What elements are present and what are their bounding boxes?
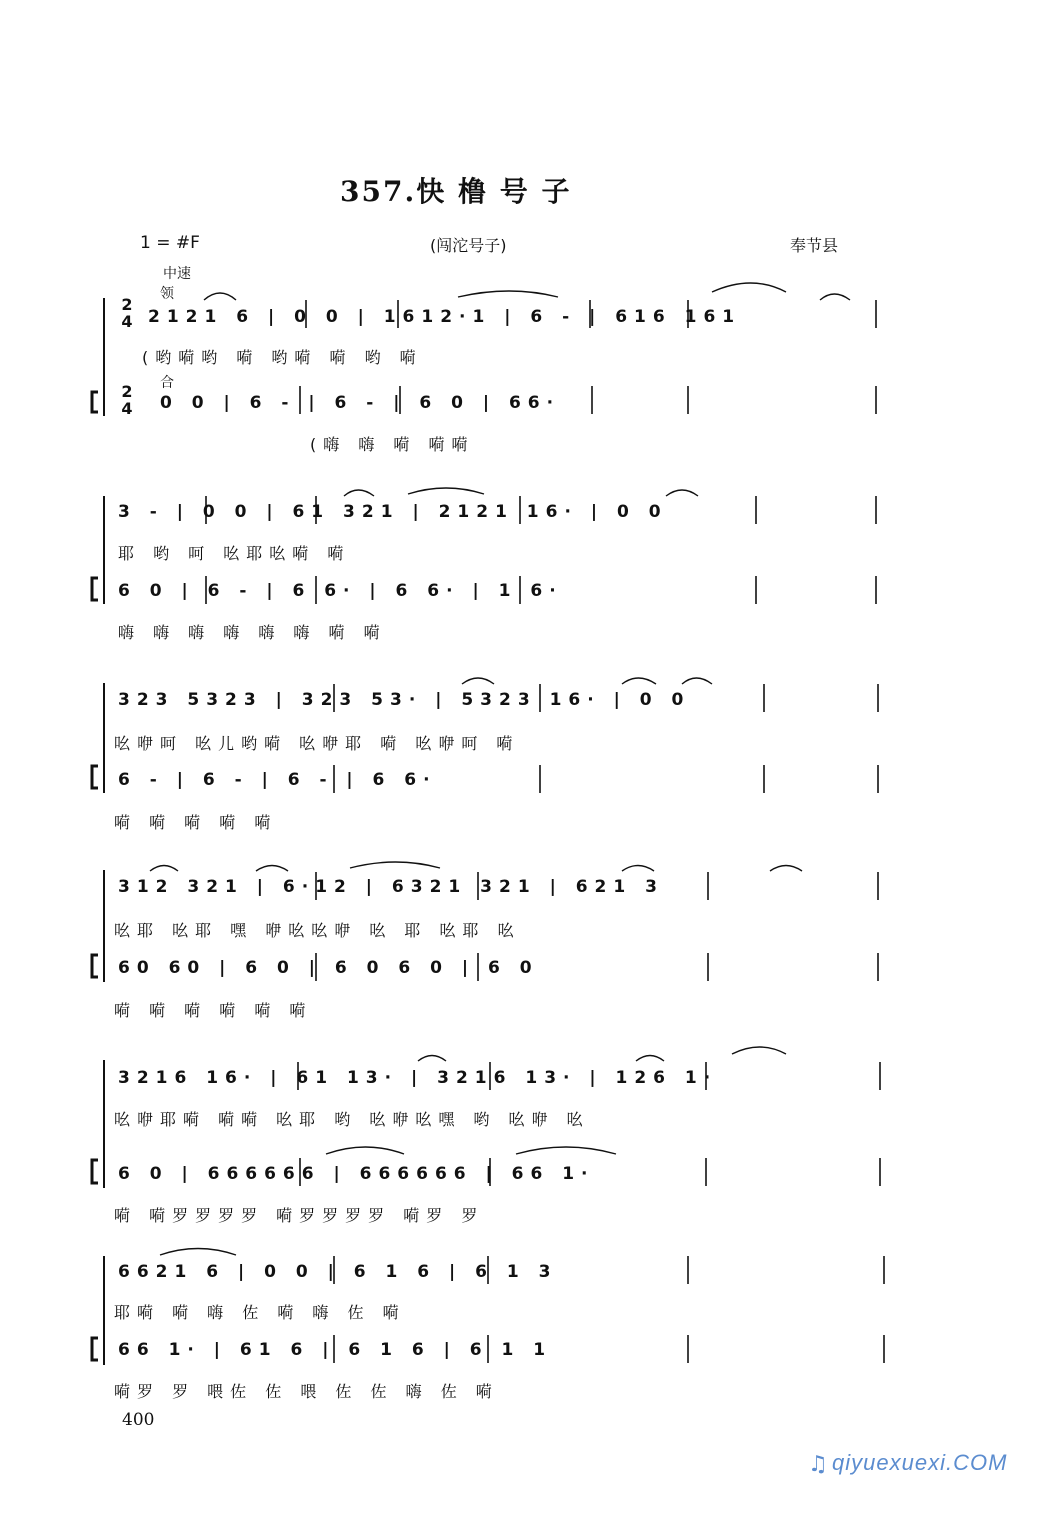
chorus-part-label: 合 <box>160 375 174 391</box>
lead-part-label: 领 <box>160 286 174 302</box>
tempo-marking: 中速 <box>163 266 191 282</box>
time-signature-bottom: 4 <box>121 399 133 418</box>
chorus-lyrics: 嗬 嗬 嗬 嗬 嗬 嗬 <box>114 1001 313 1020</box>
lead-lyrics: 吆咿呵 吆儿哟嗬 吆咿耶 嗬 吆咿呵 嗬 <box>114 734 520 753</box>
watermark-logo-icon: ♫ <box>808 1452 828 1477</box>
page-number: 400 <box>122 1410 155 1430</box>
chorus-notes: 66 1· | 61 6 | 6 1 6 | 6 1 1 <box>118 1340 553 1360</box>
page-title: 357.快 橹 号 子 <box>340 175 572 208</box>
key-signature: 1 = #F <box>140 233 200 253</box>
lead-notes: 312 321 | 6·12 | 6321 321 | 621 3 <box>118 877 664 897</box>
chorus-notes: 6 0 | 666666 | 666666 | 66 1· <box>118 1164 595 1184</box>
chorus-notes: 6 - | 6 - | 6 - | 6 6· <box>118 770 437 790</box>
lead-lyrics: 吆耶 吆耶 嘿 咿吆吆咿 吆 耶 吆耶 吆 <box>114 921 521 940</box>
lead-notes: 2121 6 | 0 0 | 1612·1 | 6 - | 616 161 <box>148 307 742 327</box>
chorus-lyrics: 嗬 嗬 嗬 嗬 嗬 <box>114 813 278 832</box>
lead-notes: 3216 16· | 61 13· | 3216 13· | 126 1· <box>118 1068 718 1088</box>
lead-notes: 323 5323 | 323 53· | 5323 16· | 0 0 <box>118 690 691 710</box>
watermark: qiyuexuexi.COM <box>832 1450 1008 1475</box>
chorus-notes: 0 0 | 6 - | 6 - | 6 0 | 66· <box>160 393 561 413</box>
time-signature-bottom: 4 <box>121 312 133 331</box>
chorus-lyrics: 嗬 嗬罗罗罗罗 嗬罗罗罗罗 嗬罗 罗 <box>114 1206 485 1225</box>
time-signature-top: 2 <box>121 382 133 401</box>
lead-lyrics: 耶 哟 呵 吆耶吆嗬 嗬 <box>118 544 351 563</box>
lead-notes: 3 - | 0 0 | 61 321 | 2121 16· | 0 0 <box>118 502 668 522</box>
lead-notes: 6621 6 | 0 0 | 6 1 6 | 6 1 3 <box>118 1262 558 1282</box>
region-label: 奉节县 <box>790 236 839 255</box>
chorus-notes: 6 0 | 6 - | 6 6· | 6 6· | 1 6· <box>118 581 563 601</box>
chorus-lyrics: (嗨 嗨 嗬 嗬嗬 <box>310 435 475 454</box>
subtitle: (闯沱号子) <box>430 236 507 255</box>
chorus-lyrics: 嗨 嗨 嗨 嗨 嗨 嗨 嗬 嗬 <box>118 623 387 642</box>
chorus-notes: 60 60 | 6 0 | 6 0 6 0 | 6 0 <box>118 958 539 978</box>
time-signature-top: 2 <box>121 295 133 314</box>
chorus-lyrics: 嗬罗 罗 喂佐 佐 喂 佐 佐 嗨 佐 嗬 <box>114 1382 499 1401</box>
lead-lyrics: (哟嗬哟 嗬 哟嗬 嗬 哟 嗬 <box>142 348 423 367</box>
lead-lyrics: 吆咿耶嗬 嗬嗬 吆耶 哟 吆咿吆嘿 哟 吆咿 吆 <box>114 1110 590 1129</box>
lead-lyrics: 耶嗬 嗬 嗨 佐 嗬 嗨 佐 嗬 <box>114 1303 406 1322</box>
